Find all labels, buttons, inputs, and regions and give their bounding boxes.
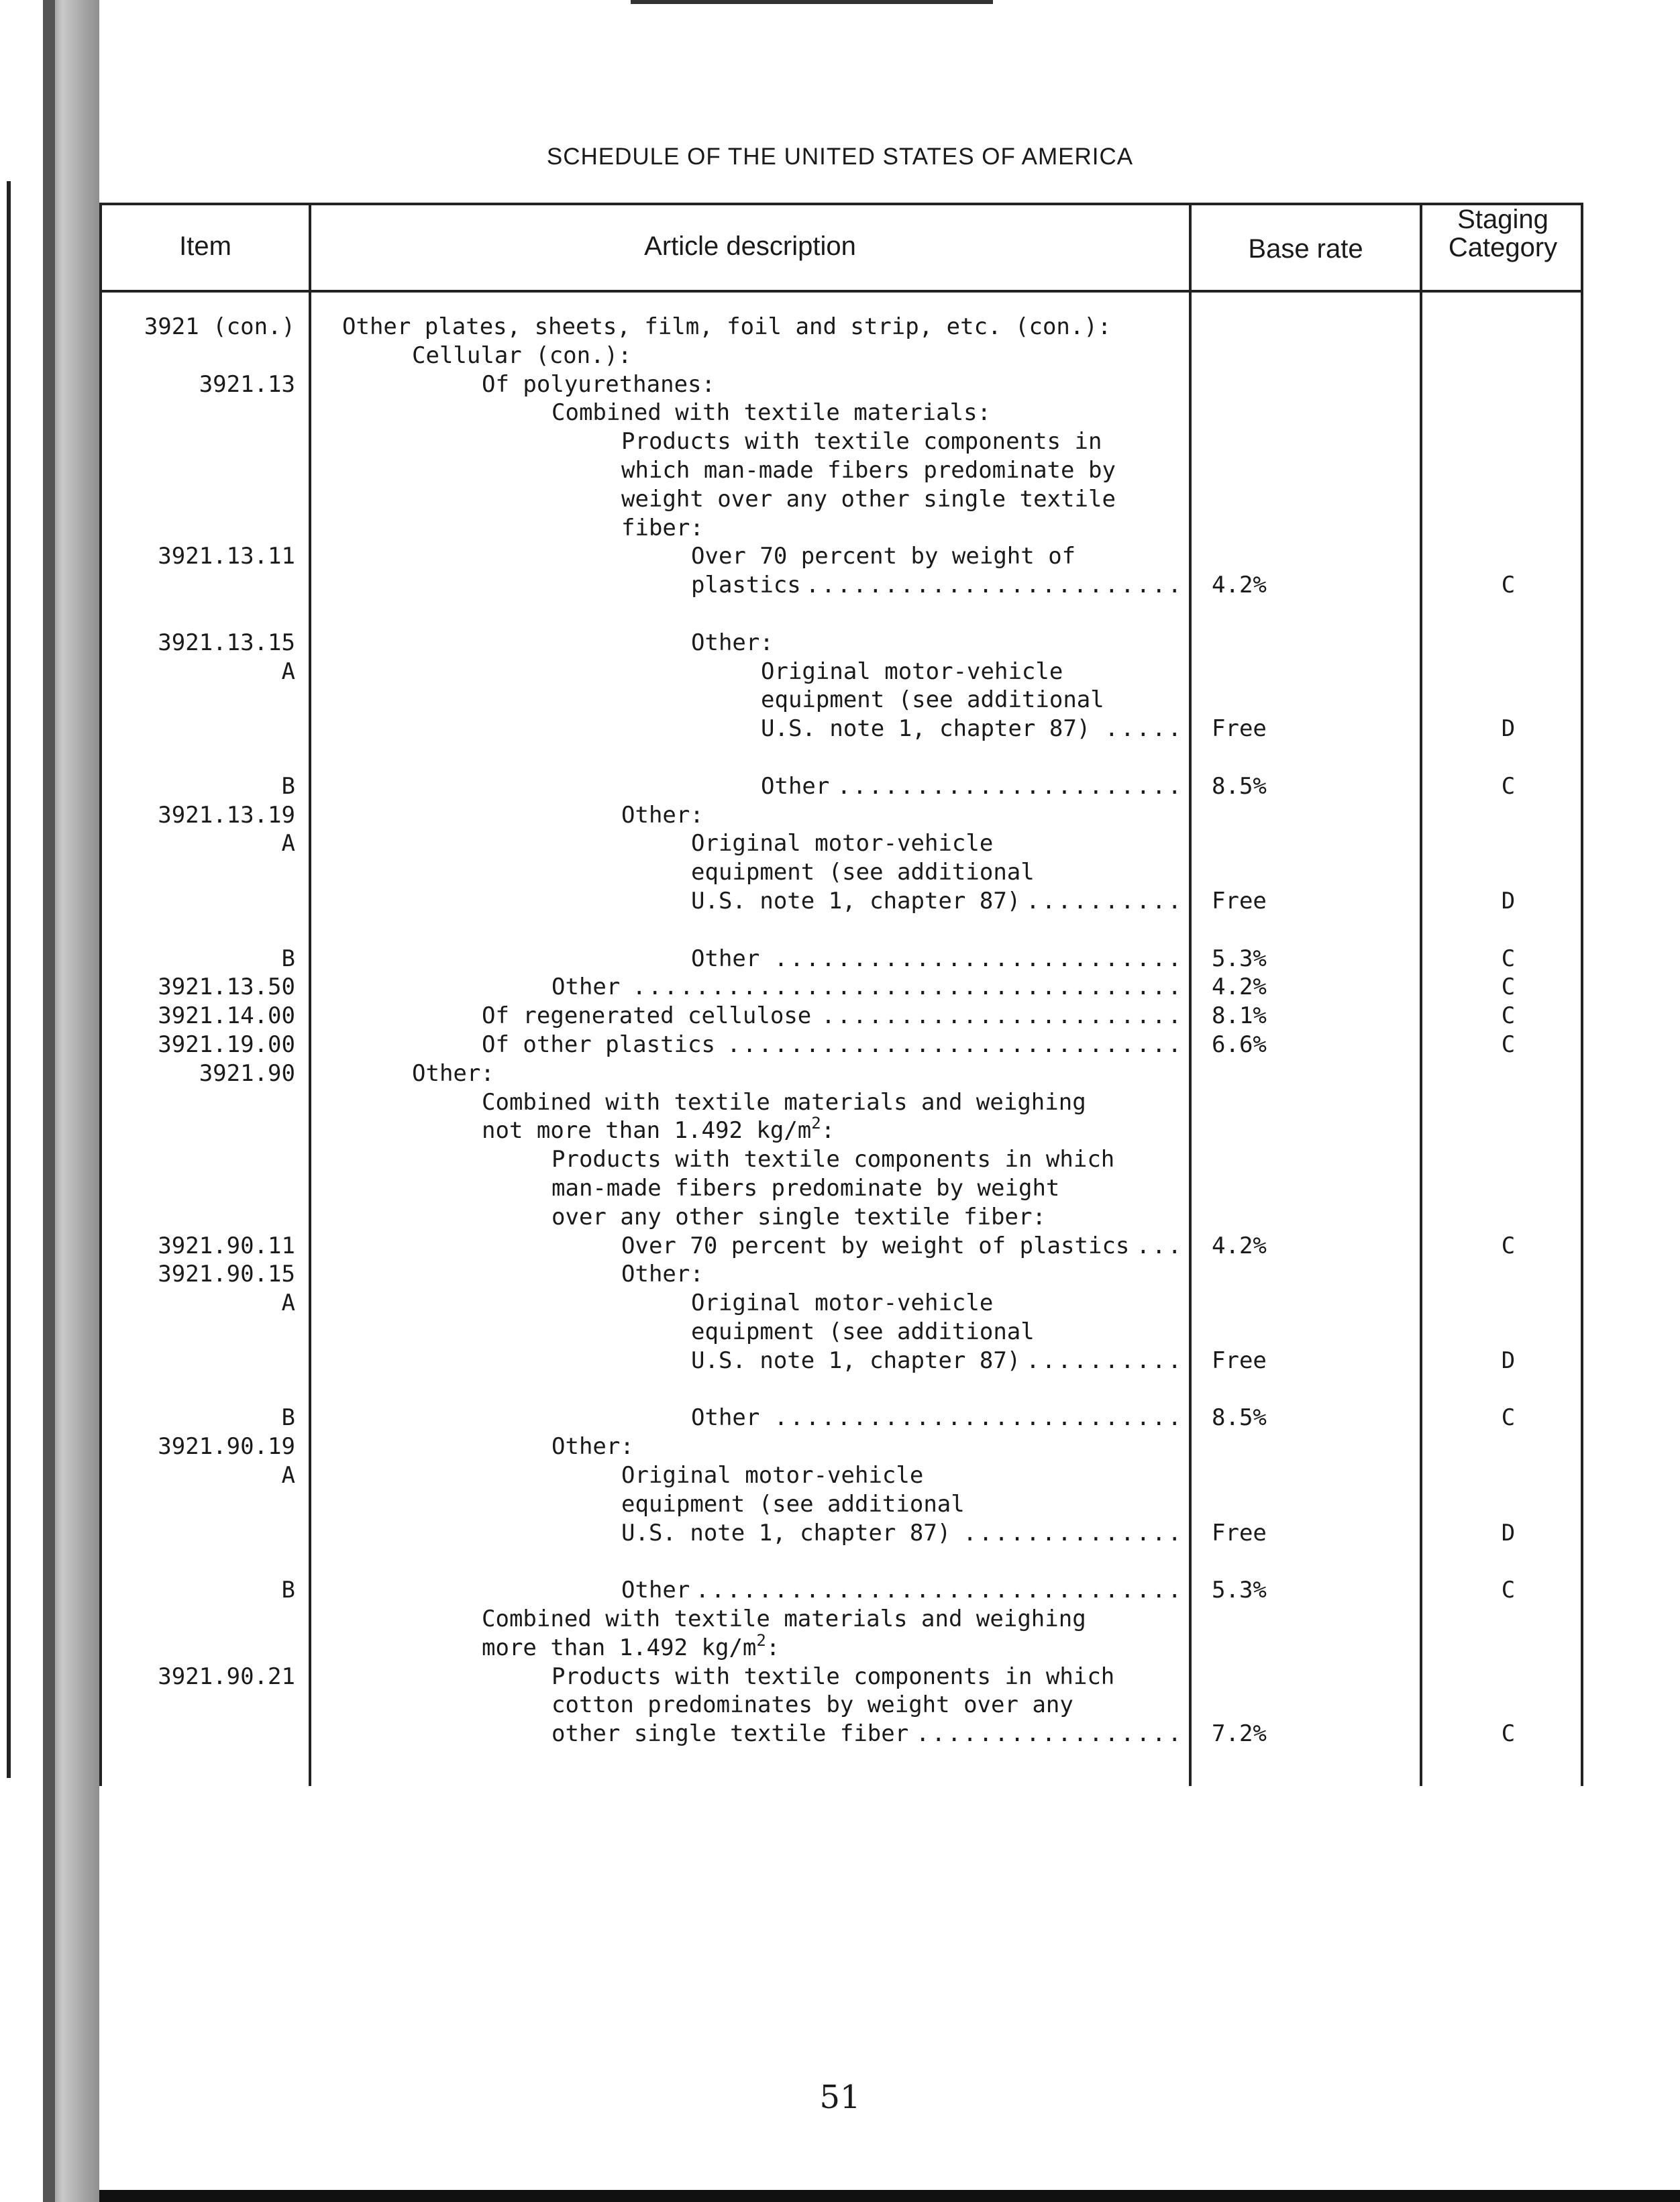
table-row — [0, 686, 1680, 714]
table-row — [0, 485, 1680, 513]
staging-category: C — [1501, 772, 1516, 800]
description-text: Other — [552, 974, 621, 1001]
description-text: not more than 1.492 kg/m — [482, 1117, 812, 1145]
description-text: Other — [691, 945, 760, 972]
description-text: more than 1.492 kg/m — [482, 1634, 757, 1661]
dot-leader: ............................... — [695, 1577, 1184, 1604]
article-description — [691, 858, 1035, 886]
staging-category: D — [1501, 888, 1516, 914]
item-number: A — [281, 830, 295, 857]
dot-leader: .......... — [1026, 1347, 1184, 1374]
table-row — [0, 1203, 1680, 1231]
article-description — [621, 427, 1102, 456]
table-row — [0, 1059, 1680, 1088]
base-rate: 7.2% — [1212, 1720, 1267, 1748]
description-text: Cellular (con.): — [412, 342, 632, 369]
staging-category: C — [1501, 1720, 1516, 1748]
item-number: A — [281, 1462, 295, 1489]
article-description — [552, 1432, 634, 1461]
description-text: equipment (see additional — [621, 1490, 965, 1518]
article-description — [691, 945, 759, 973]
table-row — [0, 342, 1680, 370]
dot-leader: .............. — [963, 1519, 1184, 1546]
item-number: A — [281, 1290, 295, 1317]
description-text: Original motor-vehicle — [691, 830, 994, 857]
article-description — [482, 1605, 1086, 1633]
header-staging-line-2: Category — [1448, 233, 1558, 262]
base-rate: Free — [1212, 715, 1267, 743]
staging-category: C — [1501, 945, 1516, 972]
description-text: Original motor-vehicle — [761, 658, 1063, 685]
article-description — [621, 1260, 704, 1288]
description-text: plastics — [691, 572, 801, 599]
dot-leader: ........................ — [805, 572, 1184, 599]
staging-category: C — [1501, 1577, 1516, 1604]
header-article-description: Article description — [644, 231, 856, 261]
base-rate: Free — [1212, 1347, 1267, 1374]
item-number: 3921.13.15 — [158, 629, 295, 656]
description-text: Other: — [621, 801, 704, 829]
article-description — [552, 1174, 1059, 1202]
description-text: Other: — [412, 1059, 494, 1087]
article-description — [621, 1519, 951, 1547]
base-rate: 8.1% — [1212, 1002, 1267, 1030]
article-description — [342, 313, 1111, 341]
top-scan-line — [631, 0, 993, 4]
article-description — [761, 658, 1063, 686]
item-number: 3921.13.19 — [158, 801, 295, 829]
description-text: Products with textile components in which — [552, 1146, 1115, 1173]
staging-category: C — [1501, 1232, 1516, 1259]
description-text: other single textile fiber — [552, 1720, 909, 1748]
dot-leader: ..... — [1104, 715, 1184, 743]
table-row — [0, 1318, 1680, 1346]
table-row — [0, 1145, 1680, 1173]
article-description — [691, 887, 1020, 915]
header-base-rate: Base rate — [1248, 234, 1363, 264]
dot-leader: .......... — [1026, 888, 1184, 914]
dot-leader: ............................. — [727, 1031, 1184, 1058]
table-row — [0, 858, 1680, 886]
table-row — [0, 456, 1680, 484]
description-text: Over 70 percent by weight of — [691, 543, 1076, 570]
article-description — [761, 686, 1104, 714]
table-row — [0, 1174, 1680, 1202]
table-row — [0, 1116, 1680, 1145]
item-number: 3921.90 — [199, 1059, 295, 1087]
table-row — [0, 945, 1680, 973]
description-text: Other: — [691, 629, 774, 656]
description-text: Other: — [552, 1433, 634, 1461]
description-text: U.S. note 1, chapter 87) — [691, 1347, 1021, 1374]
base-rate: Free — [1212, 1519, 1267, 1546]
base-rate: 8.5% — [1212, 1404, 1267, 1432]
description-text: which man-made fibers predominate by — [621, 457, 1116, 484]
description-text: U.S. note 1, chapter 87) — [621, 1519, 951, 1546]
table-row — [0, 1461, 1680, 1489]
staging-category: C — [1501, 1031, 1516, 1058]
table-row — [0, 715, 1680, 743]
article-description — [482, 1116, 835, 1145]
table-row — [0, 1630, 1680, 1662]
table-row — [0, 1519, 1680, 1547]
table-row — [0, 1289, 1680, 1317]
article-description — [412, 1059, 494, 1088]
item-number: 3921.13.11 — [158, 543, 295, 570]
table-row — [0, 973, 1680, 1001]
article-description — [691, 1318, 1035, 1346]
description-text: equipment (see additional — [691, 1318, 1035, 1345]
item-number: B — [281, 772, 295, 800]
dot-leader: ...................... — [837, 772, 1184, 800]
table-row — [0, 1605, 1680, 1633]
item-number: B — [281, 1577, 295, 1604]
description-text: Other — [621, 1577, 690, 1604]
dot-leader: ... — [1136, 1232, 1184, 1259]
base-rate: 8.5% — [1212, 772, 1267, 800]
table-row — [0, 542, 1680, 570]
description-text: Other: — [621, 1261, 704, 1288]
item-number: 3921.14.00 — [158, 1002, 295, 1030]
staging-category: C — [1501, 1404, 1516, 1432]
staging-category: C — [1501, 1002, 1516, 1030]
article-description — [552, 1203, 1046, 1231]
staging-category: C — [1501, 572, 1516, 599]
description-text: man-made fibers predominate by weight — [552, 1175, 1060, 1202]
item-number: 3921.90.19 — [158, 1433, 295, 1461]
table-row — [0, 1720, 1680, 1748]
article-description — [482, 1002, 811, 1030]
article-description — [552, 399, 991, 427]
description-text: U.S. note 1, chapter 87) — [761, 715, 1091, 743]
description-text: U.S. note 1, chapter 87) — [691, 888, 1021, 914]
article-description — [482, 1088, 1086, 1116]
table-row — [0, 1404, 1680, 1432]
base-rate: 4.2% — [1212, 1232, 1267, 1259]
article-description — [482, 370, 715, 399]
table-row — [0, 1490, 1680, 1518]
table-row — [0, 1691, 1680, 1719]
staging-category: C — [1501, 974, 1516, 1001]
description-text: Other — [761, 772, 830, 800]
staging-category: D — [1501, 1519, 1516, 1546]
dot-leader: .......................... — [774, 1404, 1184, 1432]
table-row — [0, 1260, 1680, 1288]
description-text: Combined with textile materials: — [552, 399, 992, 427]
article-description — [761, 715, 1090, 743]
article-description — [621, 1461, 923, 1489]
table-row — [0, 1663, 1680, 1691]
base-rate: 5.3% — [1212, 945, 1267, 972]
item-number: 3921.19.00 — [158, 1031, 295, 1058]
base-rate: 4.2% — [1212, 572, 1267, 599]
description-tail: : — [821, 1117, 835, 1145]
table-row — [0, 801, 1680, 829]
table-row — [0, 629, 1680, 657]
table-row — [0, 514, 1680, 542]
article-description — [621, 456, 1116, 484]
article-description — [482, 1031, 715, 1059]
description-text: Of polyurethanes: — [482, 370, 715, 398]
item-number: 3921.90.11 — [158, 1232, 295, 1259]
table-row — [0, 1002, 1680, 1030]
base-rate: 4.2% — [1212, 974, 1267, 1001]
superscript: 2 — [756, 1630, 766, 1650]
article-description — [552, 1145, 1114, 1173]
description-text: Over 70 percent by weight of plastics — [621, 1232, 1130, 1259]
header-item: Item — [179, 231, 231, 261]
description-text: equipment (see additional — [761, 686, 1104, 714]
description-text: over any other single textile fiber: — [552, 1203, 1046, 1230]
article-description — [482, 1630, 780, 1662]
item-number: B — [281, 945, 295, 972]
item-number: 3921.90.15 — [158, 1261, 295, 1288]
dot-leader: .......................... — [774, 945, 1184, 972]
dot-leader: ....................... — [821, 1002, 1184, 1030]
description-text: equipment (see additional — [691, 859, 1035, 886]
article-description — [552, 1691, 1073, 1719]
description-text: Products with textile components in which — [552, 1663, 1115, 1690]
article-description — [761, 772, 829, 800]
article-description — [552, 1720, 908, 1748]
description-text: weight over any other single textile — [621, 485, 1116, 513]
table-row — [0, 1347, 1680, 1375]
table-row — [0, 1088, 1680, 1116]
table-row — [0, 1432, 1680, 1461]
article-description — [691, 829, 993, 857]
description-text: cotton predominates by weight over any — [552, 1691, 1073, 1719]
table-row — [0, 829, 1680, 857]
description-text: Original motor-vehicle — [691, 1290, 994, 1317]
dot-leader: ................................... — [632, 974, 1184, 1001]
item-number: 3921.90.21 — [158, 1663, 295, 1690]
bottom-scan-band — [99, 2190, 1680, 2202]
item-number: 3921.13 — [199, 370, 295, 398]
article-description — [691, 1289, 993, 1317]
table-row — [0, 658, 1680, 686]
article-description — [621, 801, 704, 829]
table-row — [0, 1232, 1680, 1260]
item-number: A — [281, 658, 295, 685]
table-row — [0, 427, 1680, 456]
dot-leader: ................. — [916, 1720, 1184, 1748]
table-row — [0, 1576, 1680, 1604]
page-number: 51 — [819, 2079, 861, 2116]
description-tail: : — [766, 1634, 780, 1661]
header-divider — [99, 290, 1583, 293]
superscript: 2 — [811, 1114, 821, 1133]
article-description — [621, 514, 704, 542]
article-description — [621, 1490, 965, 1518]
article-description — [691, 1347, 1020, 1375]
staging-category: D — [1501, 1347, 1516, 1374]
table-row — [0, 399, 1680, 427]
item-number: 3921.13.50 — [158, 974, 295, 1001]
article-description — [552, 1663, 1114, 1691]
description-text: Products with textile components in — [621, 428, 1102, 456]
description-text: Of other plastics — [482, 1031, 715, 1058]
description-text: Combined with textile materials and weighing — [482, 1606, 1086, 1632]
article-description — [412, 342, 632, 370]
article-description — [691, 629, 774, 657]
table-row — [0, 370, 1680, 399]
table-row — [0, 313, 1680, 341]
header-staging-line-1: Staging — [1457, 205, 1548, 234]
description-text: Other plates, sheets, film, foil and strip, etc. (con.): — [342, 313, 1112, 340]
table-row — [0, 571, 1680, 599]
base-rate: 5.3% — [1212, 1577, 1267, 1604]
staging-category: D — [1501, 715, 1516, 743]
description-text: Other — [691, 1404, 760, 1432]
article-description — [691, 571, 801, 599]
description-text: fiber: — [621, 514, 704, 541]
table-row — [0, 1031, 1680, 1059]
page-title: SCHEDULE OF THE UNITED STATES OF AMERICA — [546, 144, 1134, 170]
base-rate: Free — [1212, 888, 1267, 914]
description-text: Combined with textile materials and weighing — [482, 1088, 1086, 1116]
description-text: Original motor-vehicle — [621, 1462, 924, 1489]
item-number: 3921 (con.) — [144, 313, 295, 340]
description-text: Of regenerated cellulose — [482, 1002, 812, 1030]
table-row — [0, 887, 1680, 915]
article-description — [552, 973, 620, 1001]
article-description — [621, 485, 1116, 513]
article-description — [621, 1576, 690, 1604]
article-description — [621, 1232, 1129, 1260]
article-description — [691, 1404, 759, 1432]
article-description — [691, 542, 1075, 570]
item-number: B — [281, 1404, 295, 1432]
table-row — [0, 772, 1680, 800]
base-rate: 6.6% — [1212, 1031, 1267, 1058]
